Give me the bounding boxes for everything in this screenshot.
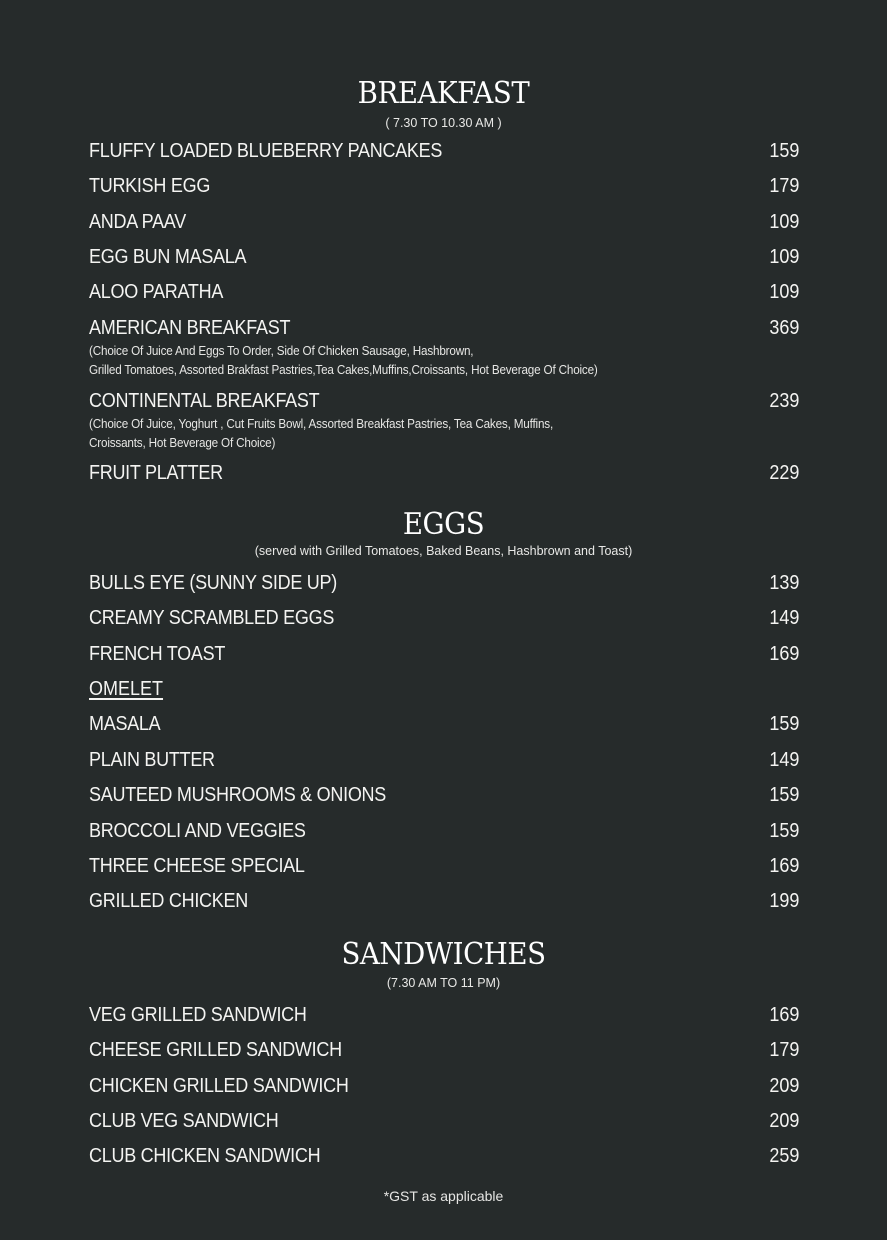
item-price: 159 [768, 784, 799, 806]
menu-item [89, 713, 799, 736]
item-name: PLAIN BUTTER [89, 749, 215, 771]
item-name: THREE CHEESE SPECIAL [89, 855, 305, 877]
item-price: 199 [768, 890, 799, 912]
item-name: GRILLED CHICKEN [89, 890, 248, 912]
item-description: (Choice Of Juice And Eggs To Order, Side Of Chicken Sausage, Hashbrown, [89, 343, 474, 358]
menu-item [89, 1075, 799, 1098]
item-price: 159 [768, 140, 799, 162]
item-price: 159 [768, 820, 799, 842]
subheading-omelet: OMELET [89, 678, 164, 700]
menu-item [89, 390, 799, 453]
item-price: 209 [768, 1110, 799, 1132]
item-price: 369 [768, 317, 799, 339]
menu-item [89, 749, 799, 772]
item-price: 169 [768, 643, 799, 665]
section-title-breakfast: BREAKFAST [357, 76, 530, 111]
menu-item [89, 462, 799, 485]
menu-item [89, 1039, 799, 1062]
menu-item [89, 855, 799, 878]
item-price: 169 [768, 1004, 799, 1026]
item-price: 179 [768, 1039, 799, 1061]
item-price: 149 [768, 749, 799, 771]
item-name: AMERICAN BREAKFAST [89, 317, 291, 339]
item-name: CONTINENTAL BREAKFAST [89, 390, 320, 412]
item-name: ALOO PARATHA [89, 281, 224, 303]
menu-item [89, 607, 799, 630]
menu-item [89, 784, 799, 807]
item-name: ANDA PAAV [89, 211, 186, 233]
menu-item [89, 175, 799, 198]
menu-item [89, 246, 799, 269]
menu-item [89, 211, 799, 234]
section-title-sandwiches: SANDWICHES [341, 937, 546, 972]
item-price: 109 [768, 246, 799, 268]
item-price: 229 [768, 462, 799, 484]
item-description: (Choice Of Juice, Yoghurt , Cut Fruits Bowl, Assorted Breakfast Pastries, Tea Cakes, Muffins, [89, 416, 554, 431]
section-title-eggs: EGGS [402, 507, 485, 542]
item-price: 239 [768, 390, 799, 412]
section-subtitle-eggs: (served with Grilled Tomatoes, Baked Beans, Hashbrown and Toast) [254, 544, 633, 558]
item-name: CLUB VEG SANDWICH [89, 1110, 279, 1132]
menu-item [89, 1110, 799, 1133]
menu-item [89, 572, 799, 595]
item-name: CHICKEN GRILLED SANDWICH [89, 1075, 349, 1097]
item-price: 159 [768, 713, 799, 735]
menu-item [89, 643, 799, 666]
item-name: FRENCH TOAST [89, 643, 226, 665]
item-name: SAUTEED MUSHROOMS & ONIONS [89, 784, 387, 806]
item-name: FRUIT PLATTER [89, 462, 223, 484]
item-name: EGG BUN MASALA [89, 246, 247, 268]
item-name: TURKISH EGG [89, 175, 211, 197]
item-name: BROCCOLI AND VEGGIES [89, 820, 306, 842]
item-name: FLUFFY LOADED BLUEBERRY PANCAKES [89, 140, 443, 162]
section-subtitle-breakfast: ( 7.30 TO 10.30 AM ) [385, 116, 502, 130]
menu-item [89, 890, 799, 913]
item-description: Croissants, Hot Beverage Of Choice) [89, 435, 276, 450]
item-price: 139 [768, 572, 799, 594]
menu-item [89, 820, 799, 843]
item-price: 179 [768, 175, 799, 197]
item-price: 149 [768, 607, 799, 629]
item-name: MASALA [89, 713, 161, 735]
menu-item [89, 1145, 799, 1168]
item-description: Grilled Tomatoes, Assorted Brakfast Pastries,Tea Cakes,Muffins,Croissants, Hot Beverage Of Choice) [89, 362, 598, 377]
menu-item [89, 140, 799, 163]
item-name: BULLS EYE (SUNNY SIDE UP) [89, 572, 338, 594]
item-price: 169 [768, 855, 799, 877]
menu-item [89, 1004, 799, 1027]
footer-gst-note: *GST as applicable [383, 1188, 504, 1204]
menu-item [89, 281, 799, 304]
item-price: 109 [768, 211, 799, 233]
item-price: 209 [768, 1075, 799, 1097]
item-name: CREAMY SCRAMBLED EGGS [89, 607, 335, 629]
item-name: CLUB CHICKEN SANDWICH [89, 1145, 321, 1167]
item-price: 109 [768, 281, 799, 303]
menu-item [89, 317, 799, 380]
item-name: VEG GRILLED SANDWICH [89, 1004, 307, 1026]
item-name: CHEESE GRILLED SANDWICH [89, 1039, 342, 1061]
item-price: 259 [768, 1145, 799, 1167]
section-subtitle-sandwiches: (7.30 AM TO 11 PM) [386, 976, 501, 990]
